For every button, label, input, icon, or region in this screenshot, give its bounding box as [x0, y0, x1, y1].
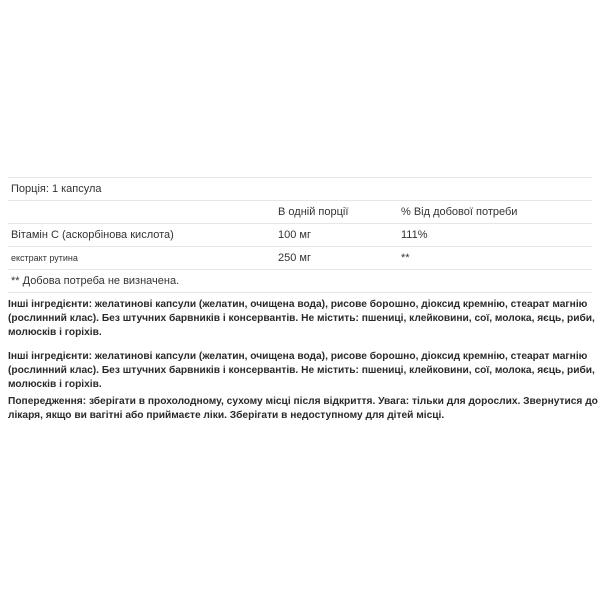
- nutrient-name: Вітамін C (аскорбінова кислота): [11, 229, 174, 241]
- nutrient-name: екстракт рутина: [11, 253, 78, 263]
- header-per-serving: В одній порції: [278, 206, 349, 218]
- table-row: [8, 223, 592, 246]
- nutrient-dv: 111%: [401, 229, 428, 241]
- footnote-row: [8, 269, 592, 293]
- warning-text: Попередження: зберігати в прохолодному, сухому місці після відкриття. Увага: тільки для дорослих. Звернутися до лікаря, якщо ви вагітні або приймаєте ліки. Зберігати в недоступному для дітей місці.: [8, 396, 598, 421]
- header-row: [8, 200, 592, 223]
- serving-size-row: [8, 177, 592, 200]
- serving-size: Порція: 1 капсула: [11, 183, 102, 195]
- nutrient-amount: 250 мг: [278, 252, 311, 264]
- other-ingredients-1: Інші інгредієнти: желатинові капсули (желатин, очищена вода), рисове борошно, діоксид кремнію, стеарат магнію (рослинний клас). Без штучних барвників і консервантів. Не містить: пшениці, клейковини, сої, молока, яєць, риби, молюсків і горіхів.: [8, 299, 595, 338]
- nutrient-amount: 100 мг: [278, 229, 311, 241]
- header-daily-value: % Від добової потреби: [401, 206, 518, 218]
- other-ingredients-2: Інші інгредієнти: желатинові капсули (желатин, очищена вода), рисове борошно, діоксид кремнію, стеарат магнію (рослинний клас). Без штучних барвників і консервантів. Не містить: пшениці, клейковини, сої, молока, яєць, риби, молюсків і горіхів.: [8, 351, 595, 390]
- supplement-facts-table: [8, 177, 592, 293]
- nutrient-dv: **: [401, 252, 410, 264]
- table-row: [8, 246, 592, 269]
- footnote: ** Добова потреба не визначена.: [11, 275, 180, 287]
